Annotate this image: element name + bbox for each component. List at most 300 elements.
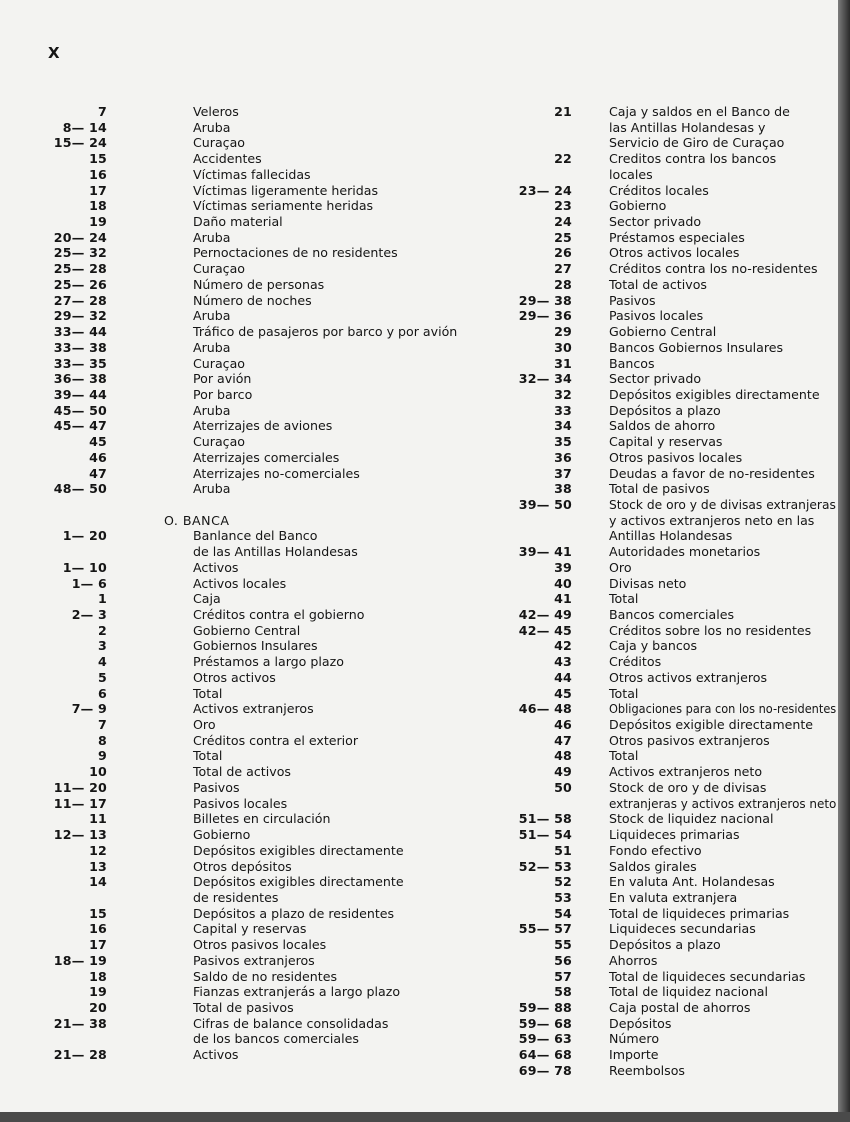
table-range: 48 xyxy=(554,748,572,764)
index-entry xyxy=(40,120,440,136)
table-range: 25— 28 xyxy=(53,261,107,277)
table-range: 35 xyxy=(554,434,572,450)
table-range: 5 xyxy=(98,669,107,685)
index-entry xyxy=(40,466,440,482)
table-range: 59— 63 xyxy=(518,1031,572,1047)
table-range: 55— 57 xyxy=(518,921,572,937)
index-entry xyxy=(40,607,440,623)
table-range: 27 xyxy=(554,261,572,277)
entry-label: Total de activos xyxy=(609,276,707,292)
entry-label: Liquideces primarias xyxy=(609,827,740,843)
index-entry xyxy=(40,686,440,702)
index-entry xyxy=(500,984,838,1000)
entry-label: Total xyxy=(609,591,639,607)
entry-label: Gobierno xyxy=(609,198,667,214)
index-entry xyxy=(40,1000,440,1016)
table-range: 11— 17 xyxy=(53,795,107,811)
index-entry xyxy=(40,890,440,906)
index-entry xyxy=(500,937,838,953)
entry-label: Depósitos exigibles directamente xyxy=(609,386,820,402)
table-range: 2 xyxy=(98,622,107,638)
entry-label: Depósitos a plazo xyxy=(609,402,721,418)
entry-label: Total de liquideces secundarias xyxy=(609,968,806,984)
table-range: 38 xyxy=(554,481,572,497)
index-entry xyxy=(500,277,838,293)
index-entry xyxy=(40,403,440,419)
table-range: 17 xyxy=(89,182,107,198)
index-entry xyxy=(500,544,838,560)
entry-label: Obligaciones para con los no-residentes xyxy=(609,701,837,717)
table-range: 33— 38 xyxy=(53,339,107,355)
index-entry xyxy=(500,576,838,592)
entry-label: Otros pasivos locales xyxy=(609,449,743,465)
entry-label: de las Antillas Holandesas xyxy=(193,544,358,560)
entry-label: Total xyxy=(193,685,223,701)
table-range: 7 xyxy=(98,104,107,119)
index-entry xyxy=(40,843,440,859)
index-entry xyxy=(500,843,838,859)
table-range: 8— 14 xyxy=(62,119,107,135)
index-entry xyxy=(500,748,838,764)
index-entry xyxy=(500,167,838,183)
entry-label: Aruba xyxy=(193,308,231,324)
entry-label: Pasivos extranjeros xyxy=(193,952,315,968)
index-entry xyxy=(40,135,440,151)
entry-label: Depósitos exigible directamente xyxy=(609,717,814,733)
entry-label: Bancos xyxy=(609,355,655,371)
table-range: 4 xyxy=(98,654,107,670)
table-range: 45 xyxy=(89,434,107,450)
entry-label: Activos xyxy=(193,1047,239,1063)
index-entry xyxy=(500,340,838,356)
table-range: 54 xyxy=(554,905,572,921)
entry-label: Total de liquideces primarias xyxy=(609,905,790,921)
index-entry xyxy=(40,230,440,246)
entry-label: Caja y bancos xyxy=(609,638,698,654)
index-entry xyxy=(500,591,838,607)
table-range: 9 xyxy=(98,748,107,764)
index-entry xyxy=(40,497,440,513)
table-range: 39— 44 xyxy=(53,386,107,402)
index-entry xyxy=(40,701,440,717)
index-entry xyxy=(40,953,440,969)
entry-label: Total de pasivos xyxy=(609,481,710,497)
section-heading xyxy=(40,513,440,529)
entry-label: Servicio de Giro de Curaçao xyxy=(609,135,785,151)
table-range: 24 xyxy=(554,214,572,230)
entry-label: Depósitos exigibles directamente xyxy=(193,842,404,858)
index-entry xyxy=(500,890,838,906)
index-entry xyxy=(500,183,838,199)
entry-label: Otros pasivos extranjeros xyxy=(609,732,770,748)
entry-label: Aterrizajes de aviones xyxy=(193,418,333,434)
entry-label: Liquideces secundarias xyxy=(609,921,756,937)
table-range: 23 xyxy=(554,198,572,214)
table-range: 33 xyxy=(554,402,572,418)
table-range: 20— 24 xyxy=(53,229,107,245)
index-entry xyxy=(500,214,838,230)
index-entry xyxy=(40,576,440,592)
entry-label: Aterrizajes no-comerciales xyxy=(193,465,360,481)
entry-label: O. BANCA xyxy=(164,512,230,528)
entry-label: Reembolsos xyxy=(609,1062,685,1078)
table-range: 52— 53 xyxy=(518,858,572,874)
entry-label: Otros activos locales xyxy=(609,245,740,261)
table-range: 6 xyxy=(98,685,107,701)
table-range: 21— 28 xyxy=(53,1047,107,1063)
table-range: 19 xyxy=(89,984,107,1000)
index-entry xyxy=(40,544,440,560)
entry-label: Gobierno xyxy=(193,827,251,843)
table-range: 39— 50 xyxy=(518,496,572,512)
table-range: 45— 50 xyxy=(53,402,107,418)
entry-label: Otros pasivos locales xyxy=(193,937,327,953)
table-range: 26 xyxy=(554,245,572,261)
index-entry xyxy=(500,1063,838,1079)
entry-label: Activos extranjeros neto xyxy=(609,764,763,780)
entry-label: Aruba xyxy=(193,402,231,418)
index-entry xyxy=(40,324,458,340)
index-entry xyxy=(500,481,838,497)
index-entry xyxy=(40,104,440,120)
entry-label: Cifras de balance consolidadas xyxy=(193,1015,389,1031)
entry-label: Fondo efectivo xyxy=(609,842,702,858)
table-range: 45— 47 xyxy=(53,418,107,434)
index-entry xyxy=(500,308,838,324)
entry-label: Créditos xyxy=(609,654,662,670)
index-entry xyxy=(500,717,838,733)
table-range: 1— 20 xyxy=(62,528,107,544)
entry-label: Stock de liquidez nacional xyxy=(609,811,774,827)
entry-label: Depósitos a plazo xyxy=(609,937,721,953)
entry-label: Por avión xyxy=(193,371,252,387)
entry-label: Pasivos locales xyxy=(193,795,288,811)
index-entry xyxy=(500,670,838,686)
entry-label: Por barco xyxy=(193,386,253,402)
table-range: 47 xyxy=(554,732,572,748)
index-entry xyxy=(40,780,440,796)
index-entry xyxy=(40,371,440,387)
table-range: 69— 78 xyxy=(518,1062,572,1078)
table-range: 11— 20 xyxy=(53,779,107,795)
index-entry xyxy=(40,1016,440,1032)
table-range: 56 xyxy=(554,952,572,968)
index-entry xyxy=(500,638,838,654)
index-entry xyxy=(500,371,838,387)
entry-label: Total xyxy=(609,748,639,764)
index-entry xyxy=(500,104,838,120)
table-range: 29— 32 xyxy=(53,308,107,324)
index-entry xyxy=(500,198,838,214)
page-edge-shadow xyxy=(838,0,850,1122)
index-entry xyxy=(500,686,838,702)
table-range: 37 xyxy=(554,465,572,481)
table-range: 58 xyxy=(554,984,572,1000)
entry-label: Deudas a favor de no-residentes xyxy=(609,465,815,481)
table-range: 59— 88 xyxy=(518,999,572,1015)
index-entry xyxy=(40,340,440,356)
entry-label: Créditos contra el exterior xyxy=(193,732,359,748)
table-range: 46 xyxy=(89,449,107,465)
index-entry xyxy=(40,277,440,293)
index-entry xyxy=(40,796,440,812)
entry-label: extranjeras y activos extranjeros neto xyxy=(609,795,837,811)
index-entry xyxy=(40,198,440,214)
table-range: 47 xyxy=(89,465,107,481)
index-entry xyxy=(500,135,838,151)
entry-label: Otros activos xyxy=(193,669,276,685)
index-entry xyxy=(500,466,838,482)
table-range: 22 xyxy=(554,151,572,167)
entry-label: Fianzas extranjerás a largo plazo xyxy=(193,984,401,1000)
table-range: 7— 9 xyxy=(71,701,107,717)
entry-label: Autoridades monetarios xyxy=(609,544,761,560)
index-entry xyxy=(500,513,838,529)
index-entry xyxy=(40,293,440,309)
index-entry xyxy=(500,654,838,670)
entry-label: Total xyxy=(609,685,639,701)
table-range: 49 xyxy=(554,764,572,780)
table-range: 40 xyxy=(554,575,572,591)
index-entry xyxy=(500,764,838,780)
index-entry xyxy=(500,403,838,419)
entry-label: Saldo de no residentes xyxy=(193,968,338,984)
entry-label: Saldos girales xyxy=(609,858,697,874)
index-entry xyxy=(40,969,440,985)
index-entry xyxy=(500,324,838,340)
table-range: 15 xyxy=(89,905,107,921)
entry-label: Divisas neto xyxy=(609,575,687,591)
table-range: 43 xyxy=(554,654,572,670)
index-entry xyxy=(500,418,838,434)
index-entry xyxy=(40,183,440,199)
entry-label: En valuta Ant. Holandesas xyxy=(609,874,775,890)
index-entry xyxy=(500,827,838,843)
index-entry xyxy=(40,811,440,827)
index-entry xyxy=(40,387,440,403)
index-entry xyxy=(40,638,440,654)
index-entry xyxy=(40,1047,440,1063)
table-range: 57 xyxy=(554,968,572,984)
entry-label: Saldos de ahorro xyxy=(609,418,716,434)
entry-label: Curaçao xyxy=(193,135,246,151)
index-entry xyxy=(40,214,440,230)
entry-label: Capital y reservas xyxy=(609,434,723,450)
index-entry xyxy=(40,859,440,875)
entry-label: Número de noches xyxy=(193,292,312,308)
index-entry xyxy=(40,874,440,890)
entry-label: En valuta extranjera xyxy=(609,889,738,905)
index-entry xyxy=(40,984,440,1000)
entry-label: Víctimas fallecidas xyxy=(193,166,311,182)
index-entry xyxy=(500,701,838,717)
index-entry xyxy=(500,1000,838,1016)
entry-label: Total de liquidez nacional xyxy=(609,984,769,1000)
index-entry xyxy=(40,261,440,277)
table-range: 53 xyxy=(554,889,572,905)
entry-label: Total de pasivos xyxy=(193,999,294,1015)
entry-label: Activos extranjeros xyxy=(193,701,314,717)
entry-label: Pasivos xyxy=(193,779,240,795)
entry-label: Víctimas ligeramente heridas xyxy=(193,182,379,198)
index-entry xyxy=(500,1016,838,1032)
entry-label: Accidentes xyxy=(193,151,262,167)
entry-label: Billetes en circulación xyxy=(193,811,331,827)
index-entry xyxy=(40,717,440,733)
table-range: 18 xyxy=(89,198,107,214)
table-range: 59— 68 xyxy=(518,1015,572,1031)
index-entry xyxy=(500,245,838,261)
index-entry xyxy=(500,120,838,136)
table-range: 48— 50 xyxy=(53,481,107,497)
page-bottom-edge xyxy=(0,1112,850,1122)
entry-label: Total de activos xyxy=(193,764,291,780)
entry-label: Oro xyxy=(193,717,216,733)
table-range: 36— 38 xyxy=(53,371,107,387)
index-entry xyxy=(500,1031,838,1047)
entry-label: Total xyxy=(193,748,223,764)
table-range: 28 xyxy=(554,276,572,292)
table-range: 45 xyxy=(554,685,572,701)
index-entry xyxy=(500,497,838,513)
entry-label: Gobierno Central xyxy=(609,324,717,340)
table-range: 34 xyxy=(554,418,572,434)
index-entry xyxy=(500,623,838,639)
table-range: 10 xyxy=(89,764,107,780)
table-range: 55 xyxy=(554,937,572,953)
table-range: 51— 58 xyxy=(518,811,572,827)
index-entry xyxy=(40,434,440,450)
index-entry xyxy=(40,670,440,686)
index-entry xyxy=(40,654,440,670)
table-range: 36 xyxy=(554,449,572,465)
index-entry xyxy=(40,1031,440,1047)
entry-label: Curaçao xyxy=(193,355,246,371)
entry-label: Stock de oro y de divisas extranjeras xyxy=(609,496,836,512)
entry-label: Créditos locales xyxy=(609,182,709,198)
index-entry xyxy=(500,811,838,827)
index-entry xyxy=(500,607,838,623)
index-entry xyxy=(40,308,440,324)
index-entry xyxy=(500,450,838,466)
table-range: 1— 6 xyxy=(71,575,107,591)
table-range: 46— 48 xyxy=(518,701,572,717)
index-entry xyxy=(500,859,838,875)
table-range: 51 xyxy=(554,842,572,858)
page-number: X xyxy=(48,44,61,62)
index-entry xyxy=(500,921,838,937)
entry-label: las Antillas Holandesas y xyxy=(609,119,766,135)
index-entry xyxy=(40,623,440,639)
table-range: 1 xyxy=(98,591,107,607)
table-range: 15— 24 xyxy=(53,135,107,151)
index-entry xyxy=(500,293,838,309)
entry-label: Gobiernos Insulares xyxy=(193,638,318,654)
entry-label: Caja xyxy=(193,591,221,607)
table-range: 23— 24 xyxy=(518,182,572,198)
table-range: 20 xyxy=(89,999,107,1015)
table-range: 7 xyxy=(98,717,107,733)
table-range: 8 xyxy=(98,732,107,748)
table-range: 18— 19 xyxy=(53,952,107,968)
entry-label: Créditos contra el gobierno xyxy=(193,607,365,622)
entry-label: Bancos comerciales xyxy=(609,607,735,622)
entry-label: Aterrizajes comerciales xyxy=(193,449,340,465)
table-range: 29— 38 xyxy=(518,292,572,308)
left-index-column xyxy=(40,104,458,1063)
entry-label: y activos extranjeros neto en las xyxy=(609,512,815,528)
table-range: 32 xyxy=(554,386,572,402)
table-range: 64— 68 xyxy=(518,1047,572,1063)
index-entry xyxy=(500,356,838,372)
table-range: 2— 3 xyxy=(71,607,107,622)
entry-label: Tráfico de pasajeros por barco y por avión xyxy=(193,324,458,340)
entry-label: Número xyxy=(609,1031,660,1047)
index-entry xyxy=(40,906,440,922)
index-entry xyxy=(500,953,838,969)
entry-label: Víctimas seriamente heridas xyxy=(193,198,374,214)
table-range: 42 xyxy=(554,638,572,654)
entry-label: Créditos contra los no-residentes xyxy=(609,261,818,277)
index-entry xyxy=(40,418,440,434)
table-range: 39— 41 xyxy=(518,544,572,560)
index-entry xyxy=(40,748,440,764)
entry-label: Banlance del Banco xyxy=(193,528,318,544)
table-range: 16 xyxy=(89,166,107,182)
entry-label: Préstamos especiales xyxy=(609,229,745,245)
table-range: 17 xyxy=(89,937,107,953)
table-range: 25 xyxy=(554,229,572,245)
index-entry xyxy=(500,230,838,246)
table-range: 39 xyxy=(554,559,572,575)
index-entry xyxy=(40,151,440,167)
index-entry xyxy=(40,356,440,372)
table-range: 29 xyxy=(554,324,572,340)
entry-label: de residentes xyxy=(193,889,279,905)
table-range: 15 xyxy=(89,151,107,167)
table-range: 42— 49 xyxy=(518,607,572,622)
index-entry xyxy=(40,764,440,780)
entry-label: Depósitos exigibles directamente xyxy=(193,874,404,890)
entry-label: Sector privado xyxy=(609,371,702,387)
table-range: 33— 35 xyxy=(53,355,107,371)
entry-label: Veleros xyxy=(193,104,239,119)
right-index-column xyxy=(500,104,838,1079)
entry-label: Antillas Holandesas xyxy=(609,528,733,544)
entry-label: Pernoctaciones de no residentes xyxy=(193,245,398,261)
table-range: 42— 45 xyxy=(518,622,572,638)
index-entry xyxy=(40,921,440,937)
index-entry xyxy=(40,528,440,544)
index-entry xyxy=(500,906,838,922)
entry-label: Otros activos extranjeros xyxy=(609,669,768,685)
index-entry xyxy=(40,937,440,953)
entry-label: locales xyxy=(609,166,653,182)
table-range: 21 xyxy=(554,104,572,119)
index-entry xyxy=(500,874,838,890)
entry-label: Curaçao xyxy=(193,261,246,277)
index-entry xyxy=(500,434,838,450)
index-entry xyxy=(40,167,440,183)
entry-label: Pasivos locales xyxy=(609,308,704,324)
table-range: 16 xyxy=(89,921,107,937)
entry-label: Bancos Gobiernos Insulares xyxy=(609,339,784,355)
entry-label: Créditos sobre los no residentes xyxy=(609,622,812,638)
entry-label: Sector privado xyxy=(609,214,702,230)
entry-label: Oro xyxy=(609,559,632,575)
index-entry xyxy=(500,733,838,749)
entry-label: Pasivos xyxy=(609,292,656,308)
